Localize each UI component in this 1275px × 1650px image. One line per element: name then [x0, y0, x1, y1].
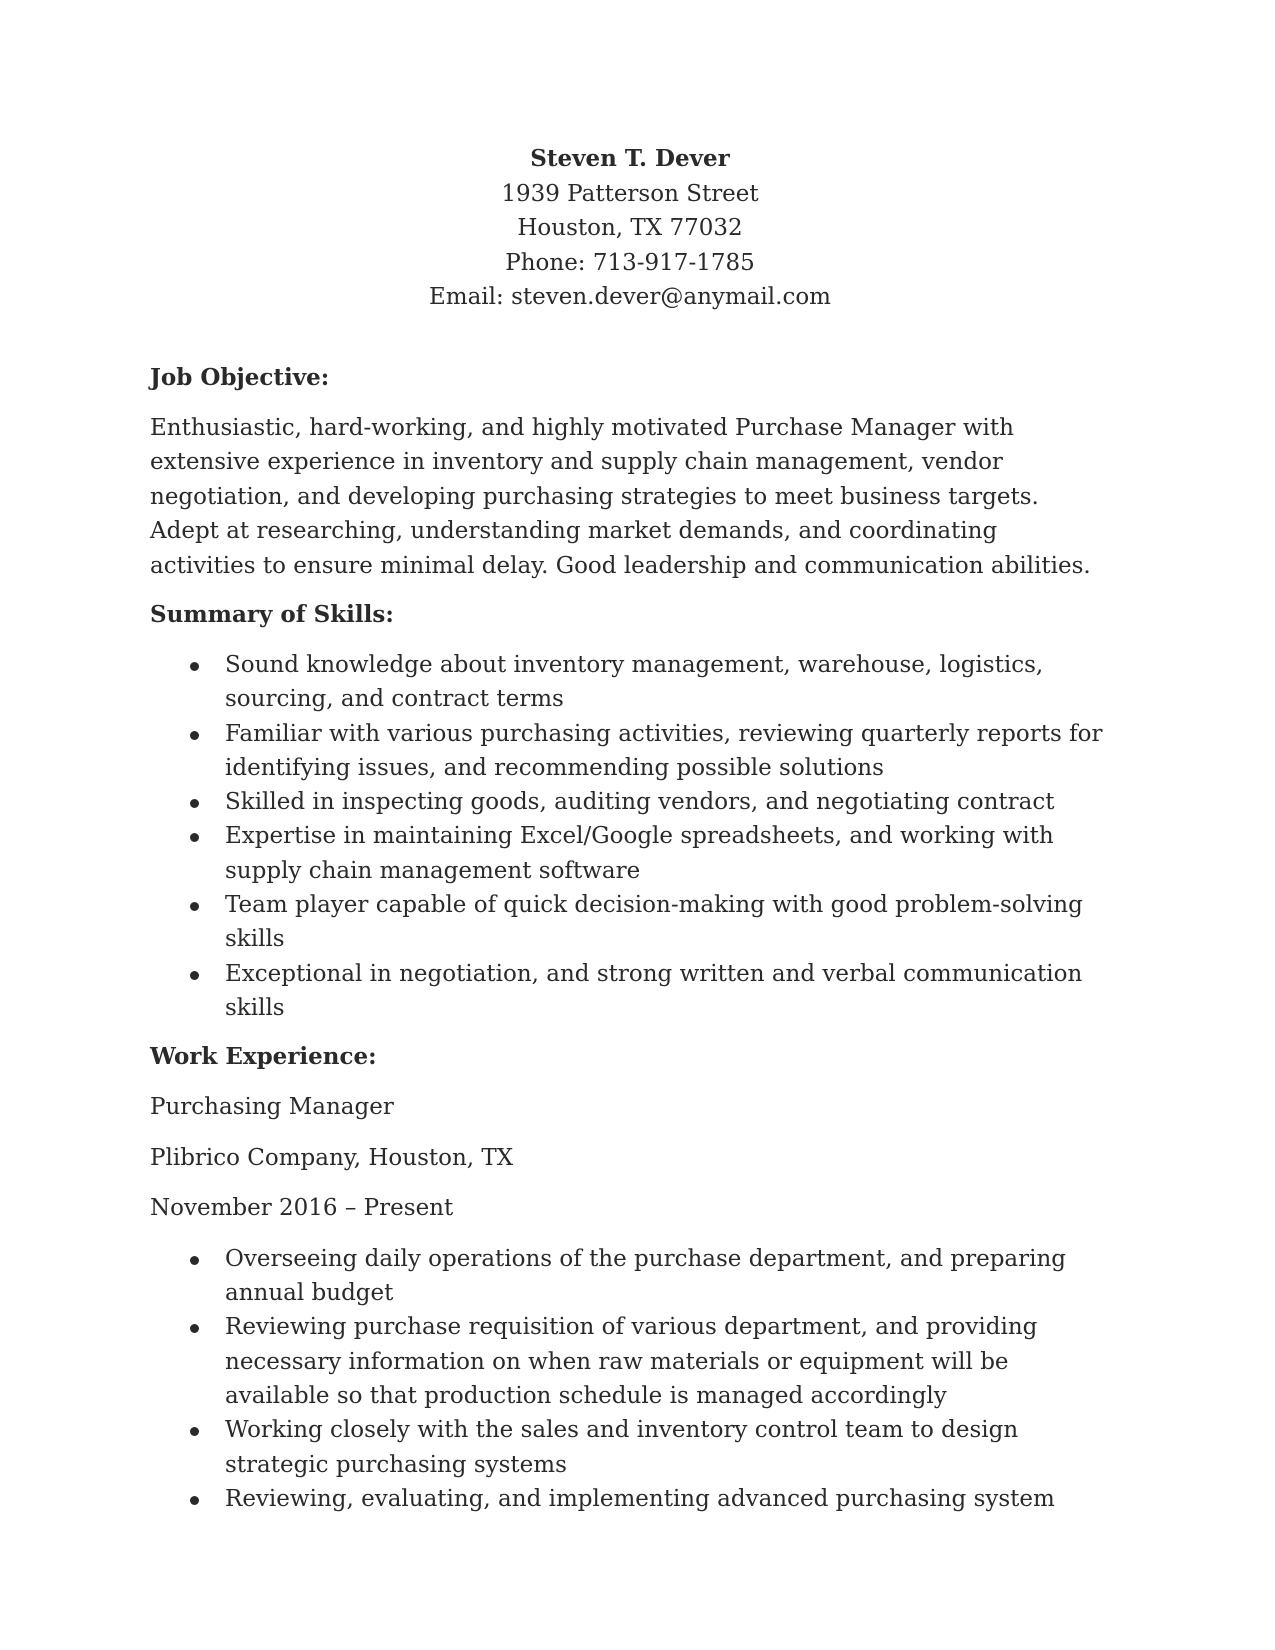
objective-text: Enthusiastic, hard-working, and highly motivated Purchase Manager with extensive experience in inventory and supply chain management, vendor negotiation, and developing purchasing strategies to meet business targets. Adept at researching, understanding market demands, and coordinating activities to ensure minimal delay. Good leadership and communication abilities.: [150, 414, 1091, 579]
skill-item: Sound knowledge about inventory management, warehouse, logistics, sourcing, and contract terms: [150, 648, 1110, 717]
objective-heading: Job Objective:: [150, 363, 330, 391]
applicant-name: Steven T. Dever: [530, 145, 730, 172]
job-dates: November 2016 – Present: [150, 1195, 454, 1222]
skill-item: Skilled in inspecting goods, auditing vendors, and negotiating contract: [150, 785, 1110, 819]
email-line: Email: steven.dever@anymail.com: [428, 284, 831, 310]
phone-line: Phone: 713-917-1785: [505, 249, 755, 276]
job-position: Purchasing Manager: [150, 1094, 394, 1121]
skills-heading: Summary of Skills:: [150, 601, 394, 628]
work-duties-list: [150, 1242, 1110, 1516]
duty-item: Reviewing, evaluating, and implementing advanced purchasing system: [150, 1482, 1110, 1516]
job-company: Plibrico Company, Houston, TX: [150, 1144, 514, 1171]
work-heading: Work Experience:: [150, 1043, 377, 1071]
skill-item: Exceptional in negotiation, and strong written and verbal communication skills: [150, 957, 1110, 1026]
address-line-1: 1939 Patterson Street: [501, 180, 759, 207]
skill-item: Expertise in maintaining Excel/Google spreadsheets, and working with supply chain management software: [150, 819, 1110, 888]
skill-item: Team player capable of quick decision-making with good problem-solving skills: [150, 888, 1110, 957]
skills-list: [150, 648, 1110, 1025]
duty-item: Overseeing daily operations of the purchase department, and preparing annual budget: [150, 1242, 1110, 1311]
contact-header: [150, 142, 1110, 315]
skill-item: Familiar with various purchasing activities, reviewing quarterly reports for identifying issues, and recommending possible solutions: [150, 717, 1110, 786]
resume-page: [150, 142, 1110, 1516]
duty-item: Working closely with the sales and inventory control team to design strategic purchasing systems: [150, 1413, 1110, 1482]
address-line-2: Houston, TX 77032: [517, 215, 743, 241]
duty-item: Reviewing purchase requisition of various department, and providing necessary information on when raw materials or equipment will be available so that production schedule is managed accordingly: [150, 1310, 1110, 1413]
